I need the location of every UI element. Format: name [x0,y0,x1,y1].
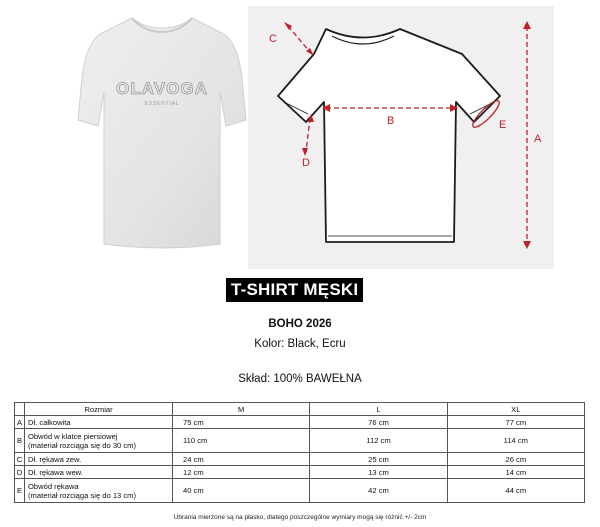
row-note: (materiał rozciąga się do 13 cm) [28,490,137,500]
tshirt-outline [278,29,500,242]
table-row [15,429,585,453]
dimension-label-c: C [269,33,277,45]
header-size-l: L [310,403,447,416]
collection-name: BOHO 2026 [268,318,332,330]
header-size-xl: XL [447,403,584,416]
row-name: Obwód w klatce piersiowej [28,431,118,441]
row-name-cell [25,479,173,503]
table-row [15,466,585,479]
row-letter: E [15,479,25,503]
row-letter: D [15,466,25,479]
row-value-m: 24 cm [173,453,310,466]
row-letter: A [15,416,25,429]
table-header-row [15,403,585,416]
row-value-l: 112 cm [310,429,447,453]
row-value-m: 40 cm [173,479,310,503]
row-note: (materiał rozciąga się do 30 cm) [28,440,137,450]
header-size-label: Rozmiar [25,403,173,416]
row-value-l: 42 cm [310,479,447,503]
row-letter: C [15,453,25,466]
row-value-xl: 77 cm [447,416,584,429]
row-value-xl: 14 cm [447,466,584,479]
row-value-l: 25 cm [310,453,447,466]
header-size-m: M [173,403,310,416]
row-value-xl: 114 cm [447,429,584,453]
table-row [15,453,585,466]
row-value-l: 76 cm [310,416,447,429]
row-name: Obwód rękawa [28,481,79,491]
header-blank-cell [15,403,25,416]
tshirt-photo-shape [78,18,246,248]
row-name: Dł. rękawa wew. [25,466,173,479]
brand-tagline-text: ESSENTIAL [144,101,180,107]
product-photo [74,8,250,256]
brand-logo-text: OLAVOGA [116,79,208,98]
row-value-m: 110 cm [173,429,310,453]
row-value-m: 75 cm [173,416,310,429]
row-value-m: 12 cm [173,466,310,479]
product-title: T-SHIRT MĘSKI [226,278,363,302]
row-value-l: 13 cm [310,466,447,479]
row-value-xl: 44 cm [447,479,584,503]
row-letter: B [15,429,25,453]
dimension-label-d: D [302,157,310,169]
row-value-xl: 26 cm [447,453,584,466]
row-name-cell [25,429,173,453]
size-table [14,402,585,503]
dimension-label-e: E [499,119,507,131]
dimension-label-a: A [534,133,542,145]
dimension-label-b: B [387,115,395,127]
measurement-diagram [248,6,554,269]
table-row [15,479,585,503]
dimension-line-d [306,118,310,152]
measurement-footnote: Ubrania mierzone są na płasko, dlatego poszczególne wymiary mogą się różnić +/- 2cm [173,514,427,521]
row-name: Dł. całkowita [25,416,173,429]
table-row [15,416,585,429]
dimension-line-c [288,26,310,52]
material-info: Skład: 100% BAWEŁNA [238,373,362,385]
color-info: Kolor: Black, Ecru [254,338,346,350]
row-name: Dł. rękawa zew. [25,453,173,466]
